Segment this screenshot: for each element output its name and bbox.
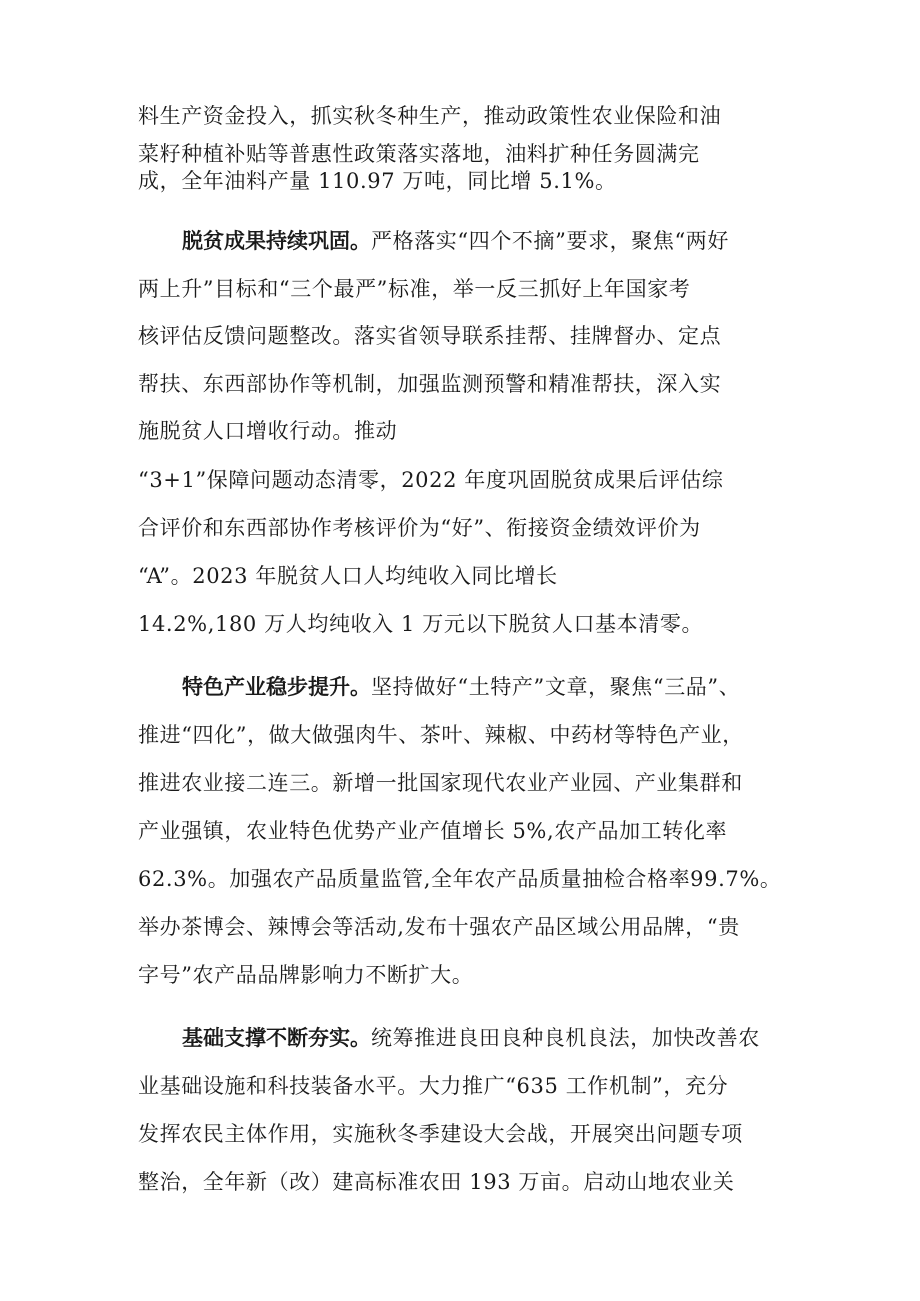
- paragraph-1-line-2: 菜籽种植补贴等普惠性政策落实落地，油料扩种任务圆满完: [138, 142, 700, 166]
- paragraph-4-heading: 基础支撑不断夯实。: [182, 1026, 371, 1050]
- paragraph-4-line-4: 整治，全年新（改）建高标准农田 193 万亩。启动山地农业关: [138, 1170, 735, 1194]
- paragraph-3-line-3: 推进农业接二连三。新增一批国家现代农业产业园、产业集群和: [138, 771, 743, 795]
- paragraph-2-line-7: 合评价和东西部协作考核评价为“好”、衔接资金绩效评价为: [138, 516, 701, 540]
- paragraph-2-line-1: [182, 227, 729, 255]
- paragraph-1-line-3: 成，全年油料产量 110.97 万吨，同比增 5.1%。: [138, 169, 617, 193]
- paragraph-3-line-4: 产业强镇，农业特色优势产业产值增长 5%,农产品加工转化率: [138, 819, 728, 843]
- paragraph-2-heading: 脱贫成果持续巩固。: [182, 229, 371, 253]
- paragraph-3-line-7: 字号”农产品品牌影响力不断扩大。: [138, 963, 474, 987]
- paragraph-3-text: 坚持做好“土特产”文章，聚焦“三品”、: [371, 675, 741, 699]
- paragraph-2-line-2: 两上升”目标和“三个最严”标准，举一反三抓好上年国家考: [138, 277, 691, 301]
- paragraph-2-text: 严格落实“四个不摘”要求，聚焦“两好: [371, 229, 730, 253]
- paragraph-4-line-3: 发挥农民主体作用，实施秋冬季建设大会战，开展突出问题专项: [138, 1122, 743, 1146]
- paragraph-2-line-4: 帮扶、东西部协作等机制，加强监测预警和精准帮扶，深入实: [138, 372, 722, 396]
- paragraph-3-line-6: 举办茶博会、辣博会等活动,发布十强农产品区域公用品牌，“贵: [138, 915, 740, 939]
- paragraph-3-line-1: [182, 673, 740, 701]
- paragraph-4-text: 统筹推进良田良种良机良法，加快改善农: [371, 1026, 760, 1050]
- paragraph-1-line-1: 料生产资金投入，抓实秋冬种生产，推动政策性农业保险和油: [138, 104, 722, 128]
- paragraph-2-line-5: 施脱贫人口增收行动。推动: [138, 419, 398, 443]
- paragraph-3-line-2: 推进“四化”，做大做强肉牛、茶叶、辣椒、中药材等特色产业，: [138, 723, 744, 747]
- paragraph-3-heading: 特色产业稳步提升。: [182, 675, 371, 699]
- paragraph-4-line-1: [182, 1024, 760, 1052]
- paragraph-2-line-3: 核评估反馈问题整改。落实省领导联系挂帮、挂牌督办、定点: [138, 324, 722, 348]
- paragraph-3-line-5: 62.3%。加强农产品质量监管,全年农产品质量抽检合格率99.7%。: [138, 867, 782, 891]
- paragraph-4-line-2: 业基础设施和科技装备水平。大力推广“635 工作机制”，充分: [138, 1074, 729, 1098]
- paragraph-2-line-6: “3+1”保障问题动态清零，2022 年度巩固脱贫成果后评估综: [138, 468, 724, 492]
- paragraph-2-line-9: 14.2%,180 万人均纯收入 1 万元以下脱贫人口基本清零。: [138, 612, 704, 636]
- paragraph-2-line-8: “A”。2023 年脱贫人口人均纯收入同比增长: [138, 564, 558, 588]
